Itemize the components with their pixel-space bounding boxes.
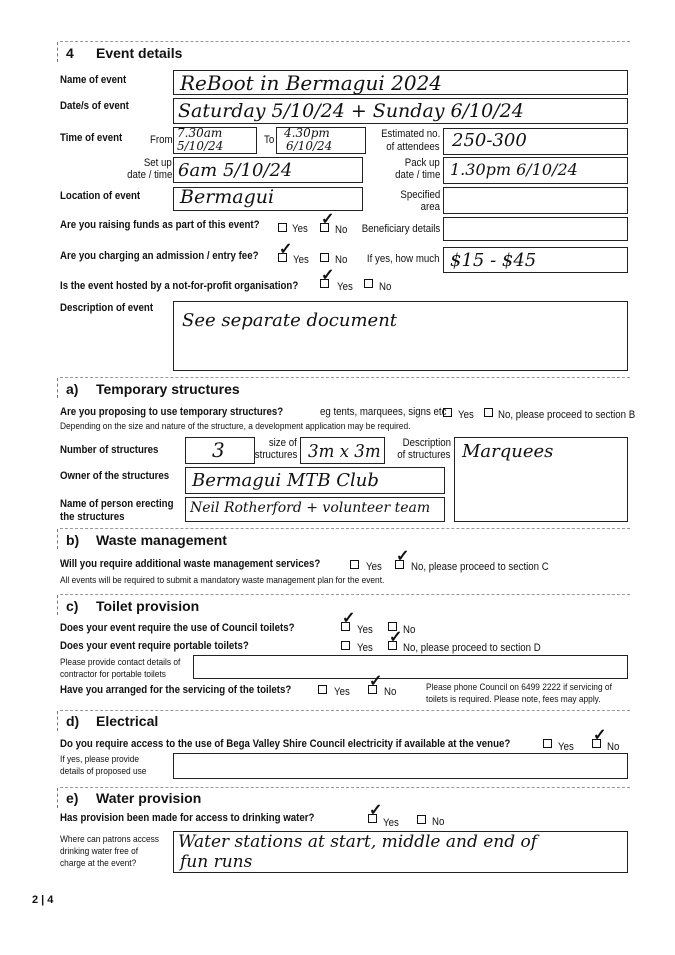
waste-yes-checkbox[interactable] <box>350 560 359 569</box>
checkmark-icon: ✓ <box>342 610 356 627</box>
water-where-value-2: fun runs <box>180 852 253 872</box>
checkmark-icon: ✓ <box>369 673 383 690</box>
packup-value: 1.30pm 6/10/24 <box>450 160 578 179</box>
to-time-value: 4.30pm <box>284 126 330 140</box>
section-title: Event details <box>96 45 183 61</box>
packup-label: Pack up <box>405 157 440 169</box>
setup-label-2: date / time <box>126 169 172 181</box>
nfp-yes-label: Yes <box>337 281 353 293</box>
council-toilets-yes-label: Yes <box>357 624 373 636</box>
structures-question: Are you proposing to use temporary structures? <box>60 406 284 418</box>
size-label: size of <box>269 437 297 449</box>
to-label: To <box>264 134 275 146</box>
nfp-no-label: No <box>379 281 392 293</box>
phone-council-note-2: toilets is required. Please note, fees may apply. <box>426 694 601 705</box>
waste-question: Will you require additional waste management services? <box>60 558 321 570</box>
waste-note: All events will be required to submit a mandatory waste management plan for the event. <box>60 575 385 586</box>
charging-yes-label: Yes <box>293 254 309 266</box>
waste-no-label: No, please proceed to section C <box>411 561 549 573</box>
description-label: Description of event <box>60 302 154 314</box>
water-where-value: Water stations at start, middle and end of <box>178 832 538 852</box>
structures-yes-label: Yes <box>458 409 474 421</box>
checkmark-icon: ✓ <box>396 548 410 565</box>
section-marker <box>57 595 58 615</box>
erecting-label-2: the structures <box>60 511 125 523</box>
section-letter: a) <box>66 381 79 397</box>
water-question: Has provision been made for access to drinking water? <box>60 812 315 824</box>
structures-no-label: No, please proceed to section B <box>498 409 636 421</box>
nfp-question: Is the event hosted by a not-for-profit organisation? <box>60 280 299 292</box>
section-title: Water provision <box>96 790 202 806</box>
checkmark-icon: ✓ <box>389 629 403 646</box>
beneficiary-field[interactable] <box>443 217 628 241</box>
specified-area-field[interactable] <box>443 187 628 214</box>
how-much-label: If yes, how much <box>367 253 440 265</box>
charging-no-checkbox[interactable] <box>320 253 329 262</box>
checkmark-icon: ✓ <box>321 211 335 228</box>
section-number: 4 <box>66 45 74 61</box>
water-where-label: Where can patrons access <box>60 834 159 845</box>
electricity-details-field[interactable] <box>173 753 628 779</box>
description-structures-label: Description <box>402 437 451 449</box>
beneficiary-label: Beneficiary details <box>361 223 440 235</box>
structures-question-note: eg tents, marquees, signs etc <box>320 406 447 418</box>
time-label: Time of event <box>60 132 123 144</box>
section-letter: d) <box>66 713 80 729</box>
name-label: Name of event <box>60 74 127 86</box>
section-marker <box>57 711 58 731</box>
location-label: Location of event <box>60 190 141 202</box>
from-time-value: 7.30am <box>177 126 223 140</box>
checkmark-icon: ✓ <box>593 727 607 744</box>
section-marker <box>57 529 58 549</box>
electricity-question: Do you require access to the use of Bega Valley Shire Council electricity if available at the venue? <box>60 738 511 750</box>
size-value: 3m x 3m <box>308 441 381 462</box>
size-label-2: structures <box>254 449 297 461</box>
section-marker <box>57 42 58 62</box>
electricity-details-label-2: details of proposed use <box>60 766 147 777</box>
electricity-details-label: If yes, please provide <box>60 754 140 765</box>
section-title: Temporary structures <box>96 381 240 397</box>
section-divider <box>60 41 630 42</box>
servicing-yes-checkbox[interactable] <box>318 685 327 694</box>
owner-label: Owner of the structures <box>60 470 170 482</box>
portable-no-label: No, please proceed to section D <box>403 642 541 654</box>
water-no-checkbox[interactable] <box>417 815 426 824</box>
section-divider <box>60 710 630 711</box>
raising-no-label: No <box>335 224 348 236</box>
number-structures-label: Number of structures <box>60 444 159 456</box>
phone-council-note: Please phone Council on 6499 2222 if servicing of <box>426 682 612 693</box>
estimated-label: Estimated no. <box>380 128 440 140</box>
number-structures-value: 3 <box>212 438 225 462</box>
council-toilets-no-label: No <box>403 624 416 636</box>
section-letter: c) <box>66 598 79 614</box>
portable-yes-checkbox[interactable] <box>341 641 350 650</box>
contractor-field[interactable] <box>193 655 628 679</box>
checkmark-icon: ✓ <box>369 802 383 819</box>
charging-question: Are you charging an admission / entry fee? <box>60 250 259 262</box>
nfp-no-checkbox[interactable] <box>364 279 373 288</box>
water-where-label-3: charge at the event? <box>60 858 137 869</box>
checkmark-icon: ✓ <box>279 241 293 258</box>
section-divider <box>60 594 630 595</box>
section-divider <box>60 377 630 378</box>
section-letter: e) <box>66 790 79 806</box>
section-divider <box>60 787 630 788</box>
attendees-label: of attendees <box>386 141 440 153</box>
setup-label: Set up <box>144 157 172 169</box>
servicing-no-label: No <box>384 686 397 698</box>
structures-yes-checkbox[interactable] <box>443 408 452 417</box>
from-date-value: 5/10/24 <box>177 139 224 153</box>
section-marker <box>57 378 58 398</box>
raising-yes-label: Yes <box>292 223 308 235</box>
water-yes-label: Yes <box>383 817 399 829</box>
waste-yes-label: Yes <box>366 561 382 573</box>
section-title: Electrical <box>96 713 159 729</box>
specified-label: Specified <box>400 189 440 201</box>
structures-note: Depending on the size and nature of the structure, a development application may be required. <box>60 421 411 432</box>
page-number: 2 | 4 <box>32 894 54 906</box>
servicing-question: Have you arranged for the servicing of the toilets? <box>60 684 292 696</box>
electricity-yes-checkbox[interactable] <box>543 739 552 748</box>
contractor-label-2: contractor for portable toilets <box>60 669 166 680</box>
raising-funds-question: Are you raising funds as part of this event? <box>60 219 260 231</box>
servicing-yes-label: Yes <box>334 686 350 698</box>
erecting-label: Name of person erecting <box>60 498 174 510</box>
section-letter: b) <box>66 532 80 548</box>
section-marker <box>57 788 58 808</box>
event-name-value: ReBoot in Bermagui 2024 <box>180 71 443 95</box>
dates-label: Date/s of event <box>60 100 129 112</box>
event-dates-value: Saturday 5/10/24 + Sunday 6/10/24 <box>178 100 524 122</box>
portable-toilets-question: Does your event require portable toilets? <box>60 640 249 652</box>
electricity-no-label: No <box>607 741 620 753</box>
attendees-value: 250-300 <box>452 130 527 151</box>
location-value: Bermagui <box>180 186 275 208</box>
to-date-value: 6/10/24 <box>286 139 333 153</box>
structures-description-value: Marquees <box>462 441 554 462</box>
owner-value: Bermagui MTB Club <box>192 470 379 491</box>
from-label: From <box>150 134 173 146</box>
structures-no-checkbox[interactable] <box>484 408 493 417</box>
packup-label-2: date / time <box>394 169 440 181</box>
setup-value: 6am 5/10/24 <box>178 160 293 181</box>
fee-value: $15 - $45 <box>450 250 537 271</box>
water-where-label-2: drinking water free of <box>60 846 139 857</box>
description-value: See separate document <box>182 310 398 331</box>
area-label: area <box>420 201 440 213</box>
water-no-label: No <box>432 816 445 828</box>
description-structures-label-2: of structures <box>397 449 451 461</box>
erecting-value: Neil Rotherford + volunteer team <box>190 500 431 516</box>
contractor-label: Please provide contact details of <box>60 657 181 668</box>
section-title: Waste management <box>96 532 227 548</box>
checkmark-icon: ✓ <box>321 267 335 284</box>
portable-yes-label: Yes <box>357 642 373 654</box>
council-toilets-question: Does your event require the use of Council toilets? <box>60 622 295 634</box>
charging-no-label: No <box>335 254 348 266</box>
electricity-yes-label: Yes <box>558 741 574 753</box>
section-title: Toilet provision <box>96 598 200 614</box>
raising-yes-checkbox[interactable] <box>278 223 287 232</box>
section-divider <box>60 528 630 529</box>
